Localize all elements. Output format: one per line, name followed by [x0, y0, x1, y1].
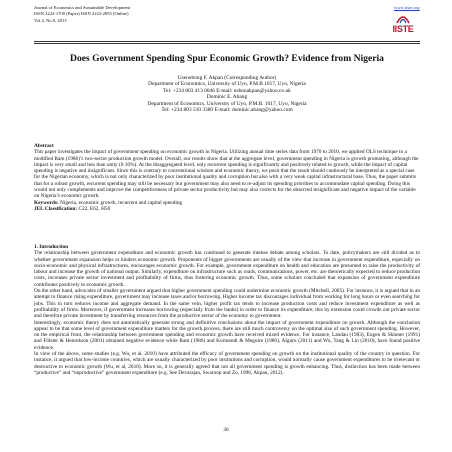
- journal-volume: Vol.4, No.9, 2013: [34, 17, 67, 23]
- body-paragraph: In view of the above, some studies (e.g. Wu, et al, 2010) have attributed the efficacy of government spending on growth on the institutional quality of the country in question. For instance, it argued that low-income countries, which are usually characterized by poor institutions and corruption, would normally cause government expenditures to be irrelevant or destructive to economic growth (Wu, et al, 2010). More so, it is generally agreed that not all government spending is growth enhancing. Thus, distinction has been made between “productive” and “unproductive” government expenditure (e.g. See Devarajan, Swaroop and Zo, 1996, Akpan, 2012).: [34, 351, 420, 376]
- author-2-affiliation: Department of Economics, University of Uyo, P.M.B. 1017, Uyo, Nigeria: [147, 100, 307, 107]
- body-paragraph: The relationship between government expenditure and economic growth has continued to generate intense debate among scholars. To date, policymakers are still divided as to whether government expansion helps or hinders economic growth. Proponents of bigger governments are usually of the view that increase in government expenditure, especially on socio-economic and physical infrastructures, encourages economic growth. For example, government expenditure on health and education are presumed to raise the productivity of labour and increase the growth of national output. Similarly, expenditure on infrastructure such as roads, communications, power, etc. are theoretically expected to reduce production costs, increases private sector investment and profitability of firms, thus fostering economic growth. Thus, some scholars concluded that expansion of government expenditure contributes positively to economic growth.: [34, 250, 420, 288]
- introduction-section: [34, 244, 420, 376]
- jel-line: [34, 206, 420, 212]
- page-number: 36: [223, 427, 229, 433]
- journal-url-link[interactable]: www.iiste.org: [394, 5, 420, 10]
- author-1-affiliation: Department of Economics, University of Uyo, P.M.B 1017, Uyo, Nigeria: [148, 81, 306, 88]
- keywords-value: Nigeria, economic growth, recurrent and capital spending: [58, 199, 183, 206]
- logo-text: IISTE: [392, 24, 414, 34]
- logo-arc-icon: [396, 13, 410, 24]
- jel-label: JEL Classification:: [34, 205, 78, 212]
- journal-name: Journal of Economics and Sustainable Development: [34, 5, 131, 10]
- journal-header: [34, 5, 130, 24]
- author-1-contact: Tel: +234 803 413 0046 E-mail: usbonakpan@yahoo.co.uk: [163, 87, 291, 94]
- abstract-heading: Abstract: [34, 143, 54, 149]
- author-2-name: Dominic E. Abang: [206, 94, 248, 101]
- author-1-name: Usenobong F. Akpan (Corresponding Author): [177, 75, 277, 81]
- journal-issn: ISSN 2222-1700 (Paper) ISSN 2222-2855 (Online): [34, 11, 129, 17]
- header-divider: [34, 41, 420, 42]
- section-heading: 1. Introduction: [34, 244, 69, 250]
- abstract-section: [34, 143, 420, 212]
- author-block: [34, 75, 420, 113]
- header-divider-2: [34, 43, 420, 44]
- body-paragraph: Interestingly, economic theory does not automatically generate strong and definitive conclusions about the impact of government expenditure on growth. Although the conclusion appear to be that some level of government expenditure matters for the growth process, there are still much controversy on the optimal size of such government spending. However, on the empirical front, the relationship between government spending and economic growth have received mixed evidence. For instance, Landau (1983), Engen & Skinner (1991) and Fölster & Henrekson (2001) obtained negative evidence while Ram (1986) and Kormendi & Meguire (1986), Alguru (2011) and Wu, Tang & Lin (2010), have found positive evidence.: [34, 319, 420, 351]
- body-paragraph: On the other hand, advocates of smaller government argued that higher government spending could undermine economic growth (Mitchell, 2005). For instance, it is argued that in an attempt to finance rising expenditure, government may increase taxes and/or borrowing. Higher income tax discourages individual from working for long hours or even searching for jobs. This in turn reduces income and aggregate demand. In the same vein, higher profit tax tends to increase production costs and reduce investment expenditure as well as profitability of firms. Moreover, if government increases borrowing (especially from the banks) in order to finance its expenditure; this by extension could crowds out private sector and therefore private investment by transferring resources from the productive sector of the economy to government.: [34, 288, 420, 320]
- paper-title: Does Government Spending Spur Economic Growth? Evidence from Nigeria: [70, 53, 384, 64]
- author-2-contact: Tel: +234 803 510 3380 E-mail: dominic.abang@yahoo.com: [161, 107, 293, 114]
- keywords-label: Keywords:: [34, 199, 59, 206]
- jel-value: C22, E62, H50: [77, 205, 111, 212]
- abstract-text: This paper investigates the impact of government spending on economic growth in Nigeria. Utilizing annual time series data from 1970 to 2010, we applied OLS technique to a modified Ram (1986)’s two-sector production growth model. Overall, our results show that at the aggregate level, government spending in Nigeria is growth promoting, although the impact is very small and less than unity (0.16%). At the disaggregated level, only recurrent spending is significantly and positively related to growth, while the impact of capital spending is negative and insignificant. Since this is contrary to conventional wisdom and economic theory, we posit that the result should cautiously be interpreted as a special case for the Nigerian economy, which is not only characterized by poor institutional quality and corruption but also with a very weak capital infrastructural base. Thus, the paper submits that for a robust growth, recurrent spending may still be necessary but government may also need to re-adjust its spending priorities to accommodate capital spending. Doing this would not only complements and improve the competitiveness of private sector productivity but may also corrects for the observed insignificant and negative impact of the variable on Nigeria’s economic growth.: [34, 149, 419, 200]
- iiste-logo: [388, 13, 418, 34]
